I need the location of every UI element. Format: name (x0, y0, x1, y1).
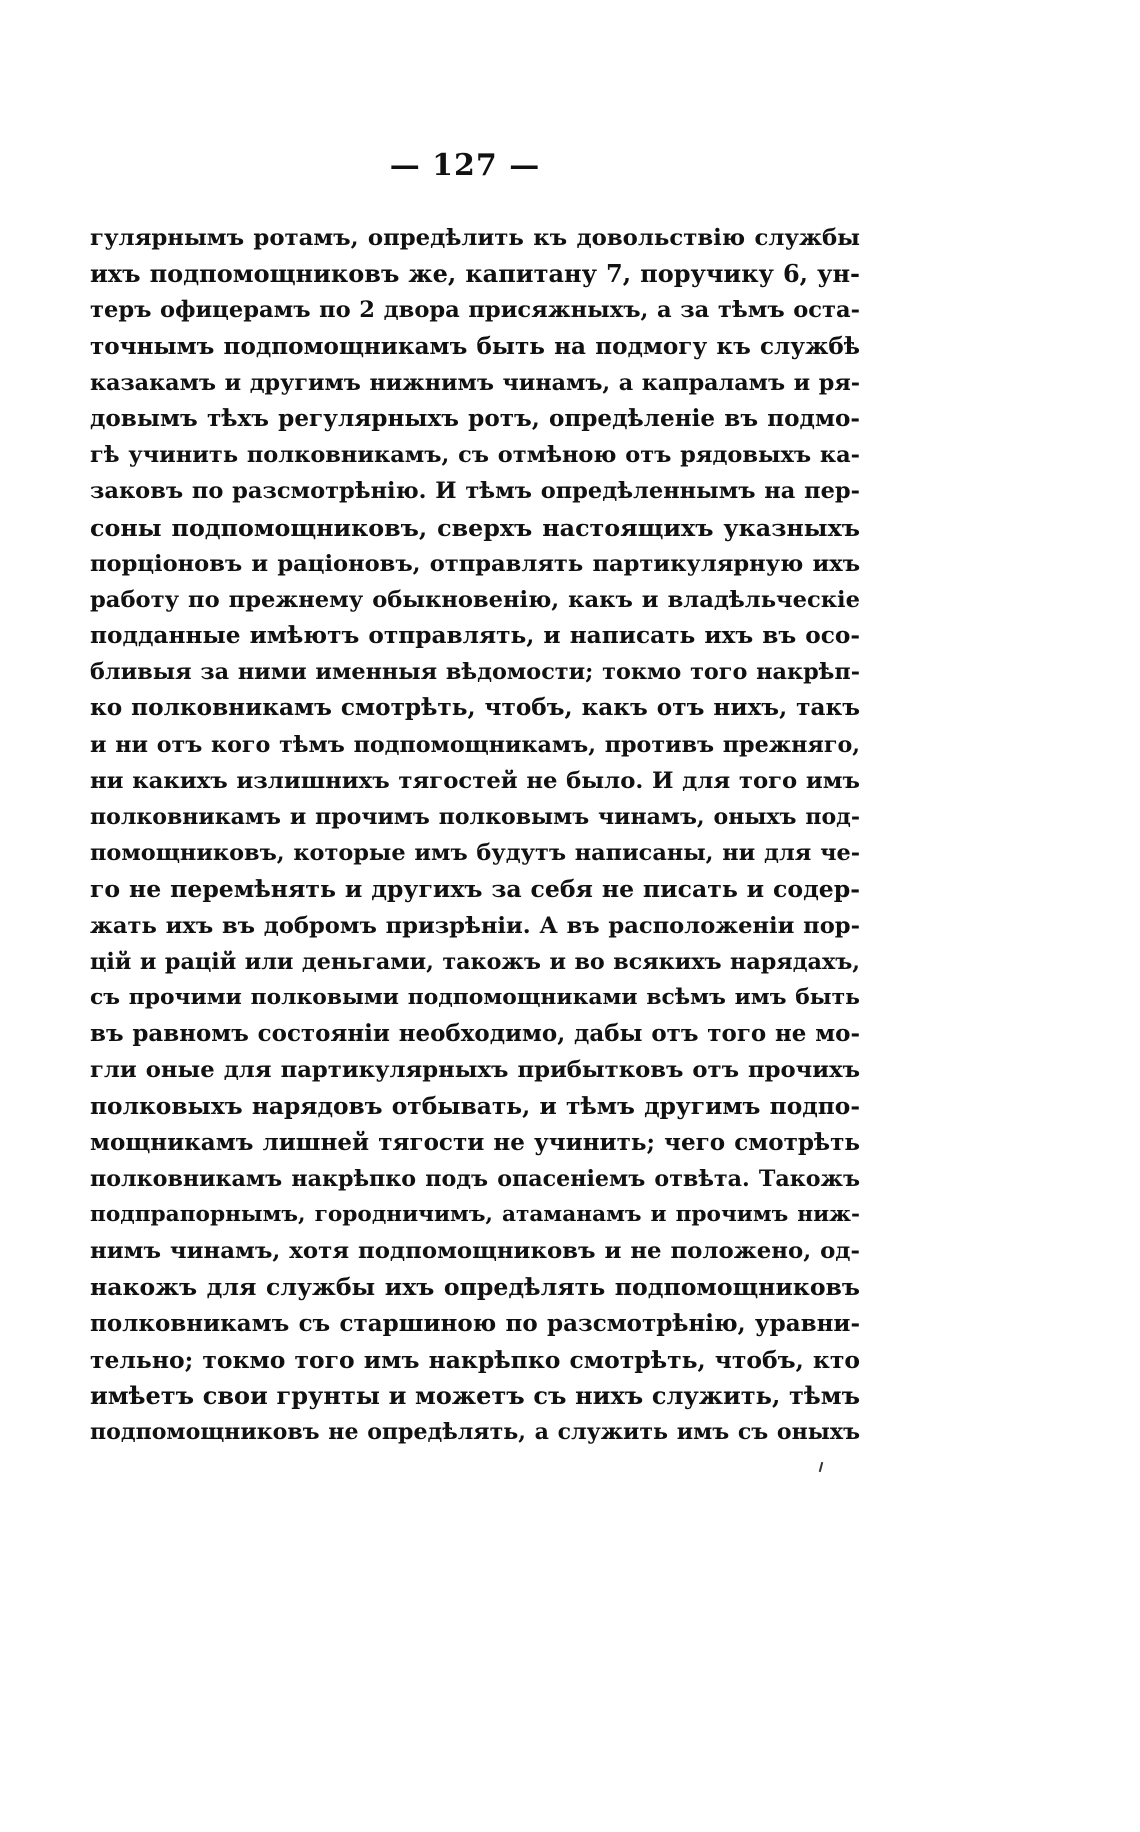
text-line: нимъ чинамъ, хотя подпомощниковъ и не положено, од- (90, 1238, 860, 1265)
text-line: помощниковъ, которые имъ будутъ написаны, ни для че- (90, 840, 860, 867)
text-line: полковникамъ и прочимъ полковымъ чинамъ, оныхъ под- (90, 804, 860, 830)
text-line: подпрапорнымъ, городничимъ, атаманамъ и прочимъ ниж- (90, 1202, 860, 1228)
text-line: ни какихъ излишнихъ тягостей не было. И для того имъ (90, 767, 860, 794)
text-line: накожъ для службы ихъ опредѣлять подпомощниковъ (90, 1273, 860, 1302)
text-line: порціоновъ и раціоновъ, отправлять партикулярную ихъ (90, 550, 860, 577)
text-line: тельно; токмо того имъ накрѣпко смотрѣть, чтобъ, кто (90, 1345, 860, 1374)
text-line: ко полковникамъ смотрѣть, чтобъ, какъ отъ нихъ, такъ (90, 694, 860, 722)
text-line: точнымъ подпомощникамъ быть на подмогу къ службѣ (90, 332, 860, 360)
text-line: теръ офицерамъ по 2 двора присяжныхъ, а за тѣмъ оста- (90, 297, 860, 324)
text-line: полковыхъ нарядовъ отбывать, и тѣмъ другимъ подпо- (90, 1092, 860, 1120)
stray-ink-mark (819, 1462, 824, 1472)
text-line: подданные имѣютъ отправлять, и написать ихъ въ осо- (90, 622, 860, 650)
page-number: — 127 — (389, 148, 541, 183)
text-line: полковникамъ съ старшиною по разсмотрѣнію, уравни- (90, 1309, 860, 1337)
body-text (90, 220, 860, 1450)
text-line: работу по прежнему обыкновенію, какъ и владѣльческіе (90, 586, 860, 613)
text-line: и ни отъ кого тѣмъ подпомощникамъ, противъ прежняго, (90, 731, 860, 758)
text-line: казакамъ и другимъ нижнимъ чинамъ, а капраламъ и ря- (90, 369, 860, 396)
text-line: съ прочими полковыми подпомощниками всѣмъ имъ быть (90, 984, 860, 1010)
text-line: мощникамъ лишней тягости не учинить; чего смотрѣть (90, 1128, 860, 1156)
text-line: го не перемѣнять и другихъ за себя не писать и содер- (90, 875, 860, 904)
text-line: подпомощниковъ не опредѣлять, а служить имъ съ оныхъ (90, 1419, 860, 1446)
text-line: имѣетъ свои грунты и можетъ съ нихъ служить, тѣмъ (90, 1381, 860, 1410)
text-line: полковникамъ накрѣпко подъ опасеніемъ отвѣта. Такожъ (90, 1165, 860, 1192)
text-line: заковъ по разсмотрѣнію. И тѣмъ опредѣленнымъ на пер- (90, 478, 860, 505)
text-line: гѣ учинить полковникамъ, съ отмѣною отъ рядовыхъ ка- (90, 442, 860, 469)
text-line: гулярнымъ ротамъ, опредѣлить къ довольствію службы (90, 225, 860, 251)
text-line: соны подпомощниковъ, сверхъ настоящихъ указныхъ (90, 513, 860, 542)
text-line: гли оные для партикулярныхъ прибытковъ отъ прочихъ (90, 1057, 860, 1084)
text-line: жать ихъ въ добромъ призрѣніи. А въ расположеніи пор- (90, 912, 860, 939)
text-line: бливыя за ними именныя вѣдомости; токмо того накрѣп- (90, 659, 860, 686)
text-line: довымъ тѣхъ регулярныхъ ротъ, опредѣленіе въ подмо- (90, 404, 860, 432)
text-line: въ равномъ состояніи необходимо, дабы отъ того не мо- (90, 1020, 860, 1048)
text-line: цій и рацій или деньгами, такожъ и во всякихъ нарядахъ, (90, 948, 860, 975)
text-line: ихъ подпомощниковъ же, капитану 7, поручику 6, ун- (90, 259, 860, 289)
